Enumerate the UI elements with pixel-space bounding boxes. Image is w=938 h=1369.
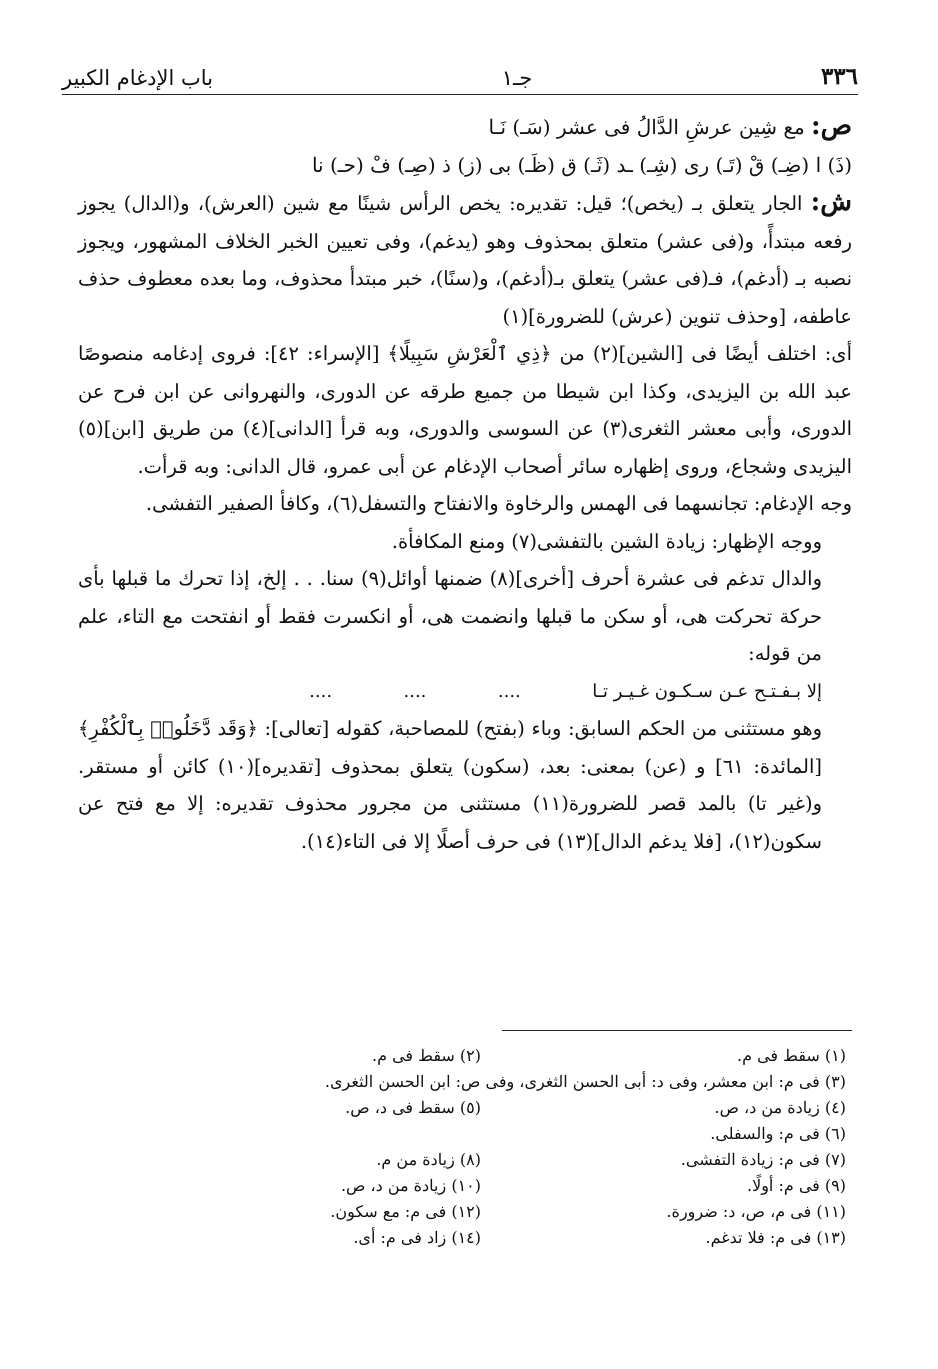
footnote: (١٣) فى م: فلا تدغم.	[705, 1228, 846, 1247]
paragraph: وجه الإدغام: تجانسهما فى الهمس والرخاوة والانفتاح والتسفل(٦)، وكافأ الصفير التفشى.	[145, 492, 852, 515]
quoted-verse: إلا بـفـتـح عـن سـكـون غـيـر تـا .... .... ....	[309, 680, 822, 702]
footnote: (٥) سقط فى د، ص.	[345, 1098, 481, 1117]
footnote: (١٠) زيادة من د، ص.	[340, 1176, 481, 1195]
footnotes	[120, 1043, 846, 1251]
footnote: (٤) زيادة من د، ص.	[714, 1098, 846, 1117]
footnote: (٧) فى م: زيادة التفشى.	[680, 1150, 846, 1169]
footnote: (٢) سقط فى م.	[371, 1046, 481, 1065]
footnote: (١١) فى م، ص، د: ضرورة.	[666, 1202, 846, 1221]
commentary-paragraph: ش: الجار يتعلق بـ (يخص)؛ قيل: تقديره: يخص الرأس شينًا مع شين (العرش)، و(الدال) يجوز رفعه مبتدأً، و(فى عشر) متعلق بمحذوف وهو (يدغم)، وفى تعيين الخبر الخلاف المشهور، ويجوز نصبه بـ (أدغم)، فـ(فى عشر) يتعلق بـ(أدغم)، و(سنًا)، خبر مبتدأ محذوف، وما بعده معطوف حذف عاطفه، [وحذف تنوين (عرش) للضرورة](١)	[78, 187, 852, 328]
footnote: (٣) فى م: ابن معشر، وفى د: أبى الحسن الثغرى، وفى ص: ابن الحسن الثغرى.	[324, 1072, 846, 1091]
paragraph: ووجه الإظهار: زيادة الشين بالتفشى(٧) ومنع المكافأة.	[391, 529, 822, 553]
footnote: (١٤) زاد فى م: أى.	[353, 1228, 481, 1247]
volume-label: جـ١	[501, 66, 533, 90]
footnote: (١) سقط فى م.	[736, 1046, 846, 1065]
verse-line-1: ص: مع شِين عرشِ الدَّالُ فى عشر (سَـ) نَـا	[488, 111, 852, 141]
text-label: ص:	[810, 111, 852, 141]
verse-line-2: (ذَ) ا (ضِـ) قْ (تَـ) رى (شِـ) ـد (ثَـ) ق (ظَـ) بى (ز) ذ (صِـ) فْ (حـ) نا	[311, 152, 852, 177]
page-header	[62, 46, 858, 95]
footnote: (٦) فى م: والسفلى.	[710, 1124, 846, 1143]
chapter-title: باب الإدغام الكبير	[62, 66, 214, 90]
paragraph: والدال تدغم فى عشرة أحرف [أخرى](٨) ضمنها أوائل(٩) سنا. . . إلخ، إذا تحرك ما قبلها بأى حركة تحركت هى، أو سكن ما قبلها وانضمت هى، أو انكسرت فقط أو انفتحت مع التاء، علم من قوله:	[78, 567, 822, 665]
page-number: ٣٣٦	[820, 63, 858, 90]
paragraph: وهو مستثنى من الحكم السابق: وباء (بفتح) للمصاحبة، كقوله [تعالى]: ﴿وَقَد دَّخَلُوا۟ بِٱلْكُفْرِ﴾ [المائدة: ٦١] و (عن) بمعنى: بعد، (سكون) يتعلق بمحذوف [تقديره](١٠) كائن أو مستقر. و(غير تا) بالمد قصر للضرورة(١١) مستثنى من مجرور محذوف تقديره: إلا مع فتح عن سكون(١٢)، [فلا يدغم الدال](١٣) فى حرف أصلًا إلا فى التاء(١٤).	[78, 717, 822, 853]
paragraph: أى: اختلف أيضًا فى [الشين](٢) من ﴿ذِي ٱلْعَرْشِ سَبِيلًا﴾ [الإسراء: ٤٢]: فروى إدغامه منصوصًا عبد الله بن اليزيدى، وكذا ابن شيطا من جميع طرقه عن الدورى، والنهروانى عن ابن فرح عن الدورى، وأبى معشر الثغرى(٣) عن السوسى والدورى، وبه قرأ [الدانى](٤) من طريق [ابن](٥) اليزيدى وشجاع، وروى إظهاره سائر أصحاب الإدغام عن أبى عمرو، قال الدانى: وبه قرأت.	[78, 342, 852, 478]
footnote: (٩) فى م: أولًا.	[746, 1176, 846, 1195]
main-text	[78, 108, 852, 860]
footnote: (٨) زيادة من م.	[376, 1150, 481, 1169]
footnote-divider	[502, 1030, 852, 1031]
commentary-label: ش:	[810, 187, 852, 217]
footnote: (١٢) فى م: مع سكون.	[330, 1202, 481, 1221]
